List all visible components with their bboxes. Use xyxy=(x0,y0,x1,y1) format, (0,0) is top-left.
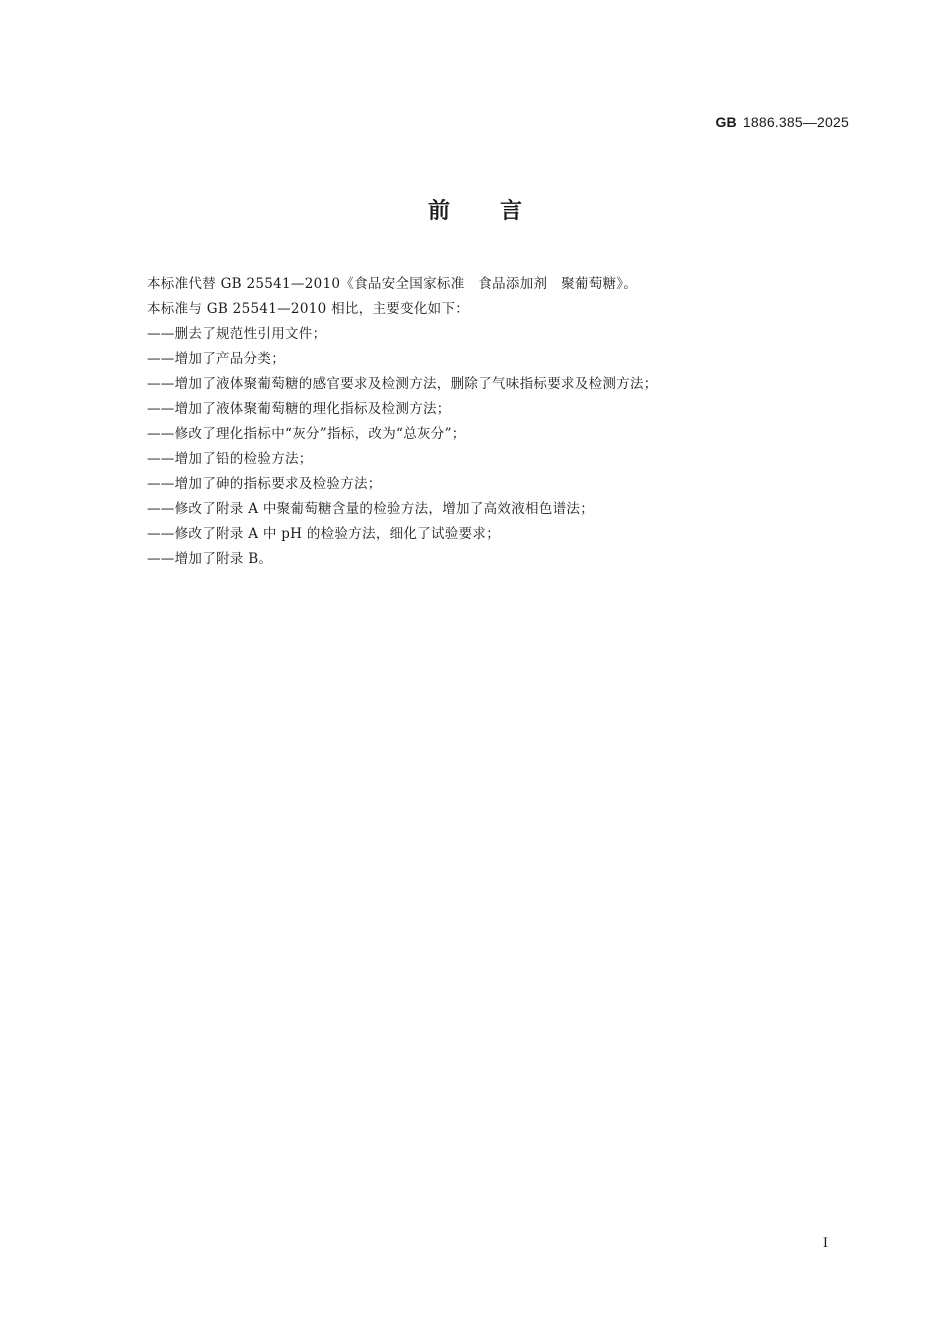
change-item: ——增加了砷的指标要求及检验方法； xyxy=(147,476,382,492)
standard-prefix: GB xyxy=(715,114,737,130)
title-char-1: 前 xyxy=(427,199,450,224)
standard-number: 1886.385—2025 xyxy=(742,114,849,130)
change-item: ——修改了理化指标中“灰分”指标，改为“总灰分”； xyxy=(147,426,466,442)
intro-paragraph: 本标准代替 GB 25541—2010《食品安全国家标准 食品添加剂 聚葡萄糖》。 xyxy=(147,276,638,292)
changes-intro: 本标准与 GB 25541—2010 相比，主要变化如下： xyxy=(147,301,470,317)
change-item: ——删去了规范性引用文件； xyxy=(147,326,327,342)
page-title xyxy=(0,194,950,225)
change-item: ——增加了液体聚葡萄糖的理化指标及检测方法； xyxy=(147,401,451,417)
change-item: ——增加了附录 B。 xyxy=(147,551,273,567)
standard-code xyxy=(715,114,849,130)
foreword-body xyxy=(147,272,847,572)
page-number: I xyxy=(822,1236,828,1251)
title-char-2: 言 xyxy=(500,199,523,224)
change-item: ——增加了液体聚葡萄糖的感官要求及检测方法，删除了气味指标要求及检测方法； xyxy=(147,376,658,392)
change-item: ——修改了附录 A 中 pH 的检验方法，细化了试验要求； xyxy=(147,526,501,542)
change-item: ——增加了产品分类； xyxy=(147,351,285,367)
change-item: ——增加了铅的检验方法； xyxy=(147,451,313,467)
change-item: ——修改了附录 A 中聚葡萄糖含量的检验方法，增加了高效液相色谱法； xyxy=(147,501,595,517)
